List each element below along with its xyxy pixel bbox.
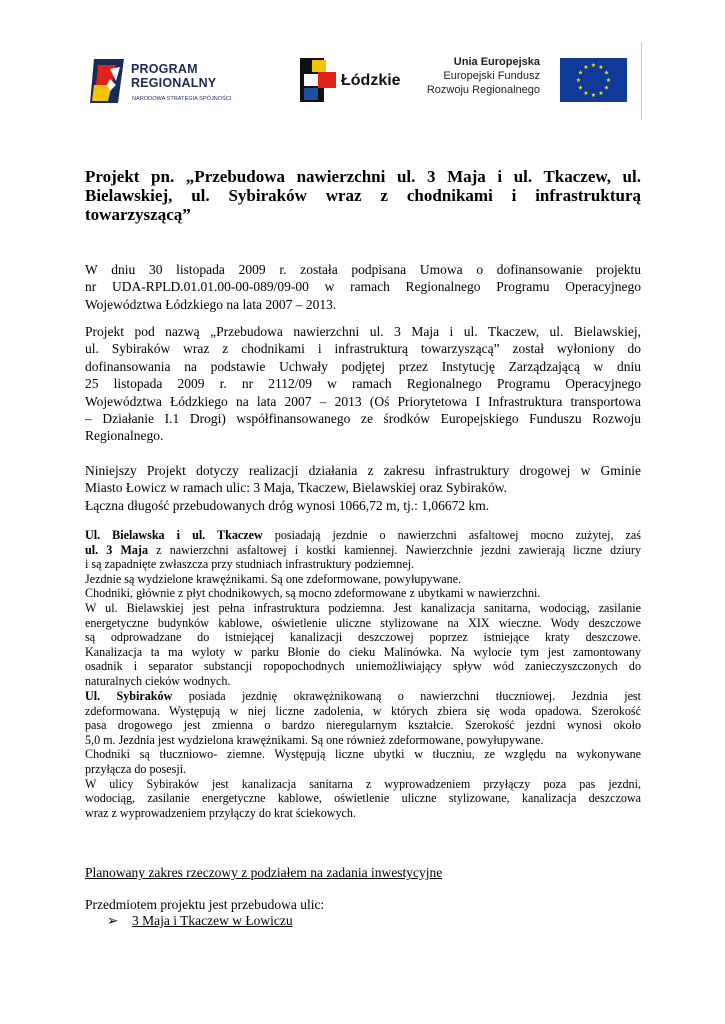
list-item (107, 912, 293, 929)
section-line: osadnik i separator substancji ropopochodnych uniemożliwiający spływ wód zanieczyszczonych do (85, 659, 641, 674)
section-line: naturalnych cieków wodnych. (85, 673, 231, 688)
section-line: energetyczne budynków kablowe, oświetlenie uliczne stylizowane na XIX wieczne. Wody deszczowe (85, 615, 641, 630)
list-item-text: 3 Maja i Tkaczew w Łowiczu (132, 913, 293, 928)
section-line: wraz z wyprowadzeniem przyłączy do krat ściekowych. (85, 805, 356, 820)
eu-logo-line1: Unia Europejska (453, 56, 540, 68)
section-text: z nawierzchni asfaltowej i kostki kamiennej. Nawierzchnie jezdni zawierają liczne dziury (148, 542, 641, 557)
paragraph-line: ul. Sybiraków wraz z chodnikami i infrastrukturą towarzyszącą” został wyłoniony do (85, 341, 641, 357)
header-divider (641, 42, 642, 120)
section-line: przyłącza do posesji. (85, 761, 187, 776)
section-line (85, 528, 641, 543)
section-line: 5,0 m. Jezdnia jest wydzielona krawężnikami. Są one również zdeformowane, powyłupywane. (85, 732, 544, 747)
lodzkie-logo-label: Łódzkie (341, 72, 401, 89)
svg-text:★: ★ (603, 69, 610, 77)
paragraph-line: W dniu 30 listopada 2009 r. została podpisana Umowa o dofinansowanie projektu (85, 262, 641, 277)
street-name-bold: Ul. Sybiraków (85, 689, 173, 703)
svg-text:★: ★ (598, 64, 604, 71)
svg-text:★: ★ (590, 92, 597, 99)
arrow-bullet-icon: ➢ (107, 913, 119, 928)
subject-text: Przedmiotem projektu jest przebudowa ulic: (85, 897, 325, 912)
paragraph-project-selection (85, 323, 641, 445)
section-text: posiadają jezdnie o nawierzchni asfaltowej mocno zużytej, zaś (262, 528, 641, 542)
planned-scope-heading: Planowany zakres rzeczowy z podziałem na zadania inwestycyjne (85, 865, 443, 880)
section-line: W ul. Bielawskiej jest pełna infrastruktura podziemna. Jest kanalizacja sanitarna, wodociąg, zasilanie (85, 600, 641, 615)
lodzkie-emblem-icon (300, 58, 338, 104)
eu-logo-line2: Europejski Fundusz (443, 70, 540, 82)
svg-text:★: ★ (598, 90, 604, 97)
svg-text:★: ★ (583, 90, 589, 97)
program-logo-line3: NARODOWA STRATEGIA SPÓJNOŚCI (132, 96, 232, 102)
paragraph-line: Miasto Łowicz w ramach ulic: 3 Maja, Tkaczew, Bielawskiej oraz Sybiraków. (85, 480, 507, 496)
program-logo-line2: REGIONALNY (131, 76, 217, 90)
section-line: i są zapadnięte zwłaszcza przy studniach infrastruktury podziemnej. (85, 557, 415, 572)
paragraph-agreement (85, 261, 641, 313)
paragraph-line: Łączna długość przebudowanych dróg wynosi 1066,72 m, tj.: 1,06672 km. (85, 497, 490, 513)
section-line: Kanalizacja ta ma wyloty w parku Błonie do cieku Malinówka. Na wylocie tym jest zamontowany (85, 644, 641, 659)
section-line: pasa drogowego jest zmienna o bardzo nieregularnym kształcie. Szerokość jezdni wynosi około (85, 718, 641, 733)
section-line: Chodniki, głównie z płyt chodnikowych, są mocno zdeformowane z ubytkami w nawierzchni. (85, 586, 541, 601)
svg-text:★: ★ (603, 84, 610, 92)
section-line: Jezdnie są wydzielone krawężnikami. Są one zdeformowane, powyłupywane. (85, 571, 462, 586)
paragraph-line: – Działanie I.1 Drogi) współfinansowanego ze środków Europejskiego Funduszu Rozwoju (85, 411, 641, 427)
street-name-bold: Ul. Bielawska i ul. Tkaczew (85, 528, 263, 542)
page-title: Projekt pn. „Przebudowa nawierzchni ul. 3 Maja i ul. Tkaczew, ul. Bielawskiej, ul. Sybiraków wraz z chodnikami i infrastrukturą towarzyszącą” (85, 167, 641, 224)
section-line: W ulicy Sybiraków jest kanalizacja sanitarna z wyprowadzeniem przyłączy poza pas jezdni, (85, 776, 641, 791)
svg-text:★: ★ (590, 62, 597, 69)
svg-text:★: ★ (577, 69, 584, 77)
section-line: Chodniki są tłuczniowo- ziemne. Występują liczne ubytki w tłuczniu, ze względu na wykonywane (85, 747, 641, 762)
eu-logo-line3: Rozwoju Regionalnego (426, 84, 540, 96)
paragraph-line: nr UDA-RPLD.01.01.00-00-089/09-00 w ramach Regionalnego Programu Operacyjnego (85, 279, 641, 295)
section-text: posiada jezdnię okrawężnikowaną o nawierzchni tłuczniowej. Jezdnia jest (172, 689, 642, 703)
program-regionalny-emblem-icon (90, 55, 130, 107)
svg-text:★: ★ (583, 64, 589, 71)
paragraph-scope (85, 462, 641, 514)
paragraph-line: Projekt pod nazwą „Przebudowa nawierzchni ul. 3 Maja i ul. Tkaczew, ul. Bielawskiej, (85, 324, 641, 339)
section-sybirakow (85, 689, 641, 820)
program-logo-line1: PROGRAM (131, 62, 198, 76)
eu-logo-text (400, 55, 540, 97)
paragraph-line: 25 listopada 2009 r. nr 2112/09 w ramach Regionalnego Programu Operacyjnego (85, 376, 641, 392)
paragraph-line: Województwa Łódzkiego na lata 2007 – 2013. (85, 296, 337, 312)
paragraph-line: Regionalnego. (85, 428, 164, 444)
section-line: zdeformowana. Występują w niej liczne zadolenia, w których zbiera się woda opadowa. Szerokość (85, 703, 641, 718)
paragraph-line: Niniejszy Projekt dotyczy realizacji działania z zakresu infrastruktury drogowej w Gminie (85, 463, 641, 478)
section-line: są odprowadzane do istniejącej kanalizacji deszczowej poprzez istniejące kraty deszczowe. (85, 630, 641, 645)
section-line (85, 543, 641, 558)
section-bielawska-tkaczew (85, 528, 641, 689)
street-name-bold: ul. 3 Maja (85, 542, 149, 557)
paragraph-line: dofinansowania na podstawie Uchwały podjętej przez Instytucję Zarządzającą w dniu (85, 358, 641, 374)
section-line: wodociąg, zasilanie energetyczne kablowe, oświetlenie uliczne stylizowane, kanalizacja deszczowa (85, 791, 641, 806)
eu-flag-icon (560, 58, 627, 102)
svg-text:★: ★ (605, 77, 612, 84)
section-line (85, 689, 641, 704)
svg-text:★: ★ (577, 84, 584, 92)
svg-text:★: ★ (575, 77, 582, 84)
paragraph-line: Województwa Łódzkiego na lata 2007 – 2013 (Oś Priorytetowa I Infrastruktura transportowa (85, 393, 641, 409)
